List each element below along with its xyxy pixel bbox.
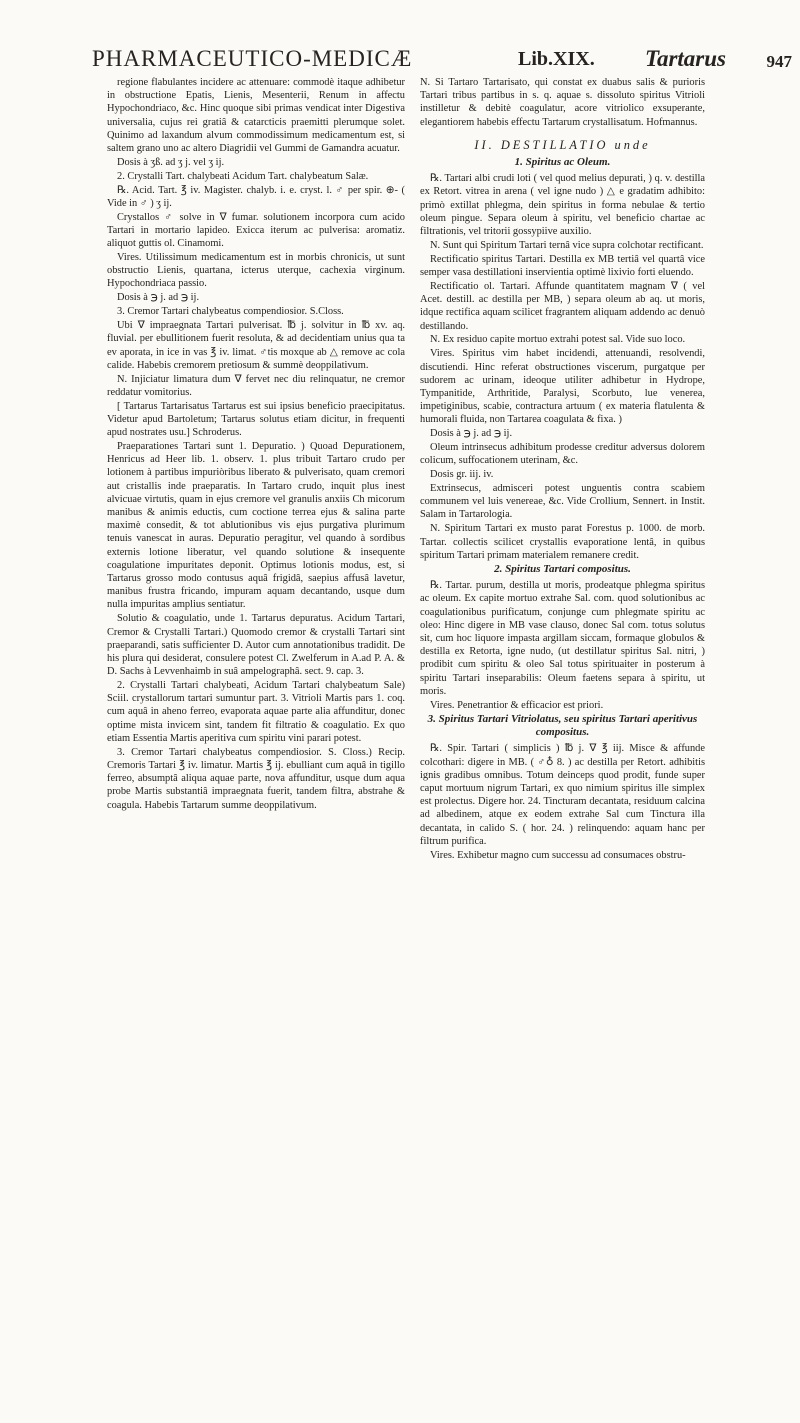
paragraph: Rectificatio ol. Tartari. Affunde quantitatem magnam ∇ ( vel Acet. destill. ac destilla per MB, ) separa oleum ab aq. ut moris, idque rectifica aquam scilicet fragrantem aliquam addendo ac denuò destillando.: [420, 280, 705, 332]
paragraph: 2. Crystalli Tart. chalybeati Acidum Tart. chalybeatum Salæ.: [117, 170, 369, 182]
paragraph-group: [420, 579, 705, 712]
paragraph: Dosis à ℈ j. ad ℈ ij.: [430, 428, 513, 440]
paragraph: ℞. Tartari albi crudi loti ( vel quod melius depurati, ) q. v. destilla ex Retort. vitrea in arena ( vel igne nudo ) △ e gradatim adhibito: primò extillat phlegma, dein spiritus in forma nebulae & tertio oleum pingue. Separa oleum à spiritu, vel beneficio chartae ac filtrationis, vel tritorii gossypiive auxilio.: [420, 173, 705, 238]
paragraph: ℞. Acid. Tart. ℥ iv. Magister. chalyb. i. e. cryst. l. ♂ per spir. ⊕- ( Vide in ♂ ) ʒ ij.: [107, 184, 405, 209]
paragraph: N. Si Tartaro Tartarisato, qui constat ex duabus salis & purioris Tartari tribus partibus in s. q. aquae s. dissoluto spiritus Vitrioli instilletur & debitè coagulatur, acore vitriolico exsuperante, elegantiorem habebis effectu Tartarum crystallisatum. Hofmannus.: [420, 77, 705, 128]
paragraph: Dosis à ʒß. ad ʒ j. vel ʒ ij.: [117, 156, 225, 168]
paragraph: Rectificatio spiritus Tartari. Destilla ex MB tertiâ vel quartâ vice semper vasa destillationi inservientia optimè lixivio forti eluendo.: [420, 253, 705, 279]
paragraph: N. Spiritum Tartari ex musto parat Forestus p. 1000. de morb. Tartar. collectis scilicet crystallis evaporatione lentâ, in quibus spiritum Tartari primam materialem remanere credit.: [420, 523, 705, 561]
paragraph: N. Ex residuo capite mortuo extrahi potest sal. Vide suo loco.: [430, 334, 686, 346]
paragraph: Dosis à ℈ j. ad ℈ ij.: [117, 292, 200, 304]
subsection-heading: 1. Spiritus ac Oleum.: [514, 156, 611, 169]
paragraph: N. Injiciatur limatura dum ∇ fervet nec diu relinquatur, ne cremor reddatur vomitorius.: [107, 373, 405, 398]
paragraph: Vires. Utilissimum medicamentum est in morbis chronicis, ut sunt obstructio Lienis, quartana, icterus uterque, cachexia virginum. Hypochondriaca passio.: [107, 252, 405, 290]
section-heading: II. DESTILLATIO unde: [474, 137, 651, 152]
paragraph-group: [420, 742, 705, 862]
paragraph: Ubi ∇ impraegnata Tartari pulverisat. ℔ j. solvitur in ℔ xv. aq. fluvial. per ebullitionem fuerit resoluta, & ad decidentiam unius qua ta ev aporata, in ice in vas ℥ iv. limat. ♂tis moxque ab △ remove ac cola calide. Habebis cremorem pretiosum & summè deoppilativum.: [107, 320, 405, 371]
running-head-book: Lib.XIX.: [518, 48, 595, 70]
paragraph: 2. Crystalli Tartari chalybeati, Acidum Tartari chalybeatum Sale) Sciil. crystallorum tartari sumuntur part. 3. Vitrioli Martis pars 1. coq. cum aquâ in aheno ferreo, evaporata aquae parte alia affunditur, donec optime mista invicem sint, tandem fit filtratio & coagulatio. Ex quo etiam Essentia Martis aperitiva cum spiritu vini parari potest.: [107, 680, 405, 744]
paragraph: [ Tartarus Tartarisatus Tartarus est sui ipsius beneficio praecipitatus. Videtur apud Bartoletum; Tartarus solutus etiam dicitur, in frequenti apud nostrates usu.] Schroderus.: [107, 400, 405, 439]
subsection-heading: 3. Spiritus Tartari Vitriolatus, seu spiritus Tartari aperitivus compositus.: [427, 712, 698, 739]
paragraph: ℞. Tartar. purum, destilla ut moris, prodeatque phlegma spiritus ac oleum. Ex capite mortuo extrahe Sal. com. quod solutionibus ac coagulationibus purificatum, conjunge cum phlegmate spiritu ac oleo: Hinc digere in MB vase clauso, donec Sal com. totus solutus sit, cum hoc liquore impasta argillam siccam, formaque globulos & destilla ex Retorta, igne nudo, (ut destillatur spiritus Sal. nitri, ) prodibit cum spiritu & oleo Sal totus spirituaiter in posterum à spiritu Tartari inseparabilis: Oleum faetens separa à spiritu, ut moris.: [420, 580, 705, 697]
paragraph: regione flabulantes incidere ac attenuare: commodè itaque adhibetur in obstructione Epatis, Lienis, Mesenterii, Renum in affectu Hypochondriaco, &c. Hinc quoque sibi primas vendicat inter Digestiva universalia, cujus rei gratiâ & catarcticis praemitti plerumque solet. Quinimo ad laxandum alvum commodissimum medicamentum est, si saltem grano uno ac altero Diagridii vel Gummi de Gamandra acuatur.: [107, 77, 405, 155]
paragraph: N. Sunt qui Spiritum Tartari ternâ vice supra colchotar rectificant.: [430, 239, 704, 251]
paragraph: 3. Cremor Tartari chalybeatus compendiosior. S.Closs.: [117, 306, 344, 318]
right-column: [420, 76, 705, 863]
running-head-title: PHARMACEUTICO-MEDICÆ: [92, 46, 413, 71]
paragraph-group: [420, 172, 705, 562]
paragraph: Oleum intrinsecus adhibitum prodesse creditur adversus dolorem colicum, suffocationem uterinam, &c.: [420, 442, 705, 467]
paragraph: Extrinsecus, admisceri potest unguentis contra scabiem communem vel luis venereae, &c. Vide Crollium, Sennert. in Instit. Salam in Tartarologia.: [420, 483, 705, 521]
paragraph: Praeparationes Tartari sunt 1. Depuratio. ) Quoad Depurationem, Henricus ad Heer lib. 1. observ. 1. plus tribuit Tartaro crudo per lotionem à partibus impuriòribus liberato & pulverisato, quam cremori aut cristallis inde praeparatis. In Tartaro crudo, inquit plus inest alvicuae virtutis, quam in ejus cremore vel granulis anxiis Ch micorum manibus & animis eductis, cum coctione terrea ejus & salina parte maximè consedit, & tot ablutionibus vis ejus purgativa plurimum tenuis vanescat in auras. Depuratio peragitur, vel quando à sordibus externis lotione liberatur, vel quando solutione & insequente coagulatione impuritates deponit. Optimus lotionis modus, est, si Tartarus grosso modo contusus aquâ frigidâ, saepius affusâ lavetur, manibus frustra fricando, impuram aquam decantando, usque dum nulla impuritas amplius sentiatur.: [107, 441, 405, 611]
running-head: [92, 44, 792, 78]
paragraph: 3. Cremor Tartari chalybeatus compendiosior. S. Closs.) Recip. Cremoris Tartari ℥ iv. limatur. Martis ℥ ij. ebulliant cum aquâ in tigillo ferreo, absumptâ aliqua aquae parte, nova affunditur, usque dum aqua probe Martis substantiâ impraegnata fuerit, tandem filtra, abstrahe & coagula. Habebis Tartarum summe deoppilativum.: [107, 746, 405, 811]
paragraph: Solutio & coagulatio, unde 1. Tartarus depuratus. Acidum Tartari, Cremor & Crystalli Tartari.) Quomodo cremor & crystalli Tartari sint praeparandi, satis sufficienter D. Autor cum annotationibus tradidit. De his plura qui desiderat, consulere potest Cl. Zwelferum in A.ad P. A. & D. Sachs à Levvenhaimb in suâ ampelographâ. sect. 9. cap. 3.: [107, 613, 405, 678]
paragraph: ℞. Spir. Tartari ( simplicis ) ℔ j. ∇ ℥ iij. Misce & affunde colcothari: digere in MB. ( ♂♁ 8. ) ac destilla per Retort. adhibitis ignis gradibus omnibus. Totum deinceps quod prodit, funde super caput mortuum nigrum Tartari, ex quo nimium spiritus ille simplex est prolectus. Digere hor. 24. Tincturam decantata, residuum calcina ad albedinem, atque ex eodem extrahe Sal cum Tinctura illa decantata, in calido S. ( hor. 24. ) relinquendo: aquam hanc per filtrum purifica.: [420, 743, 705, 847]
running-head-section: Tartarus: [645, 46, 726, 71]
page-number: 947: [766, 52, 792, 71]
paragraph: Crystallos ♂ solve in ∇ fumar. solutionem incorpora cum acido Tartari in mortario lapideo. Exicca iterum ac pulverisa: aromatiz. aliquot guttis ol. Cinamomi.: [107, 211, 405, 250]
left-column: [107, 76, 405, 812]
paragraph: Dosis gr. iij. iv.: [430, 469, 494, 481]
subsection-heading: 2. Spiritus Tartari compositus.: [494, 562, 631, 575]
paragraph: Vires. Spiritus vim habet incidendi, attenuandi, resolvendi, discutiendi. Hinc referat obstructiones viscerum, purgatque per sudorem ac urinam, ideoque utiliter adhibetur in Hydrope, Tympanitide, Arthritide, Paralysi, Scorbuto, lue venerea, impetiginibus, scabie, contractura artuum ( ex materia flatulenta & humorali fluida, non Tartarea coagulata & fixa. ): [420, 348, 705, 426]
paragraph: Vires. Penetrantior & efficacior est priori.: [430, 699, 604, 711]
paragraph: Vires. Exhibetur magno cum successu ad consumaces obstru-: [430, 849, 686, 861]
